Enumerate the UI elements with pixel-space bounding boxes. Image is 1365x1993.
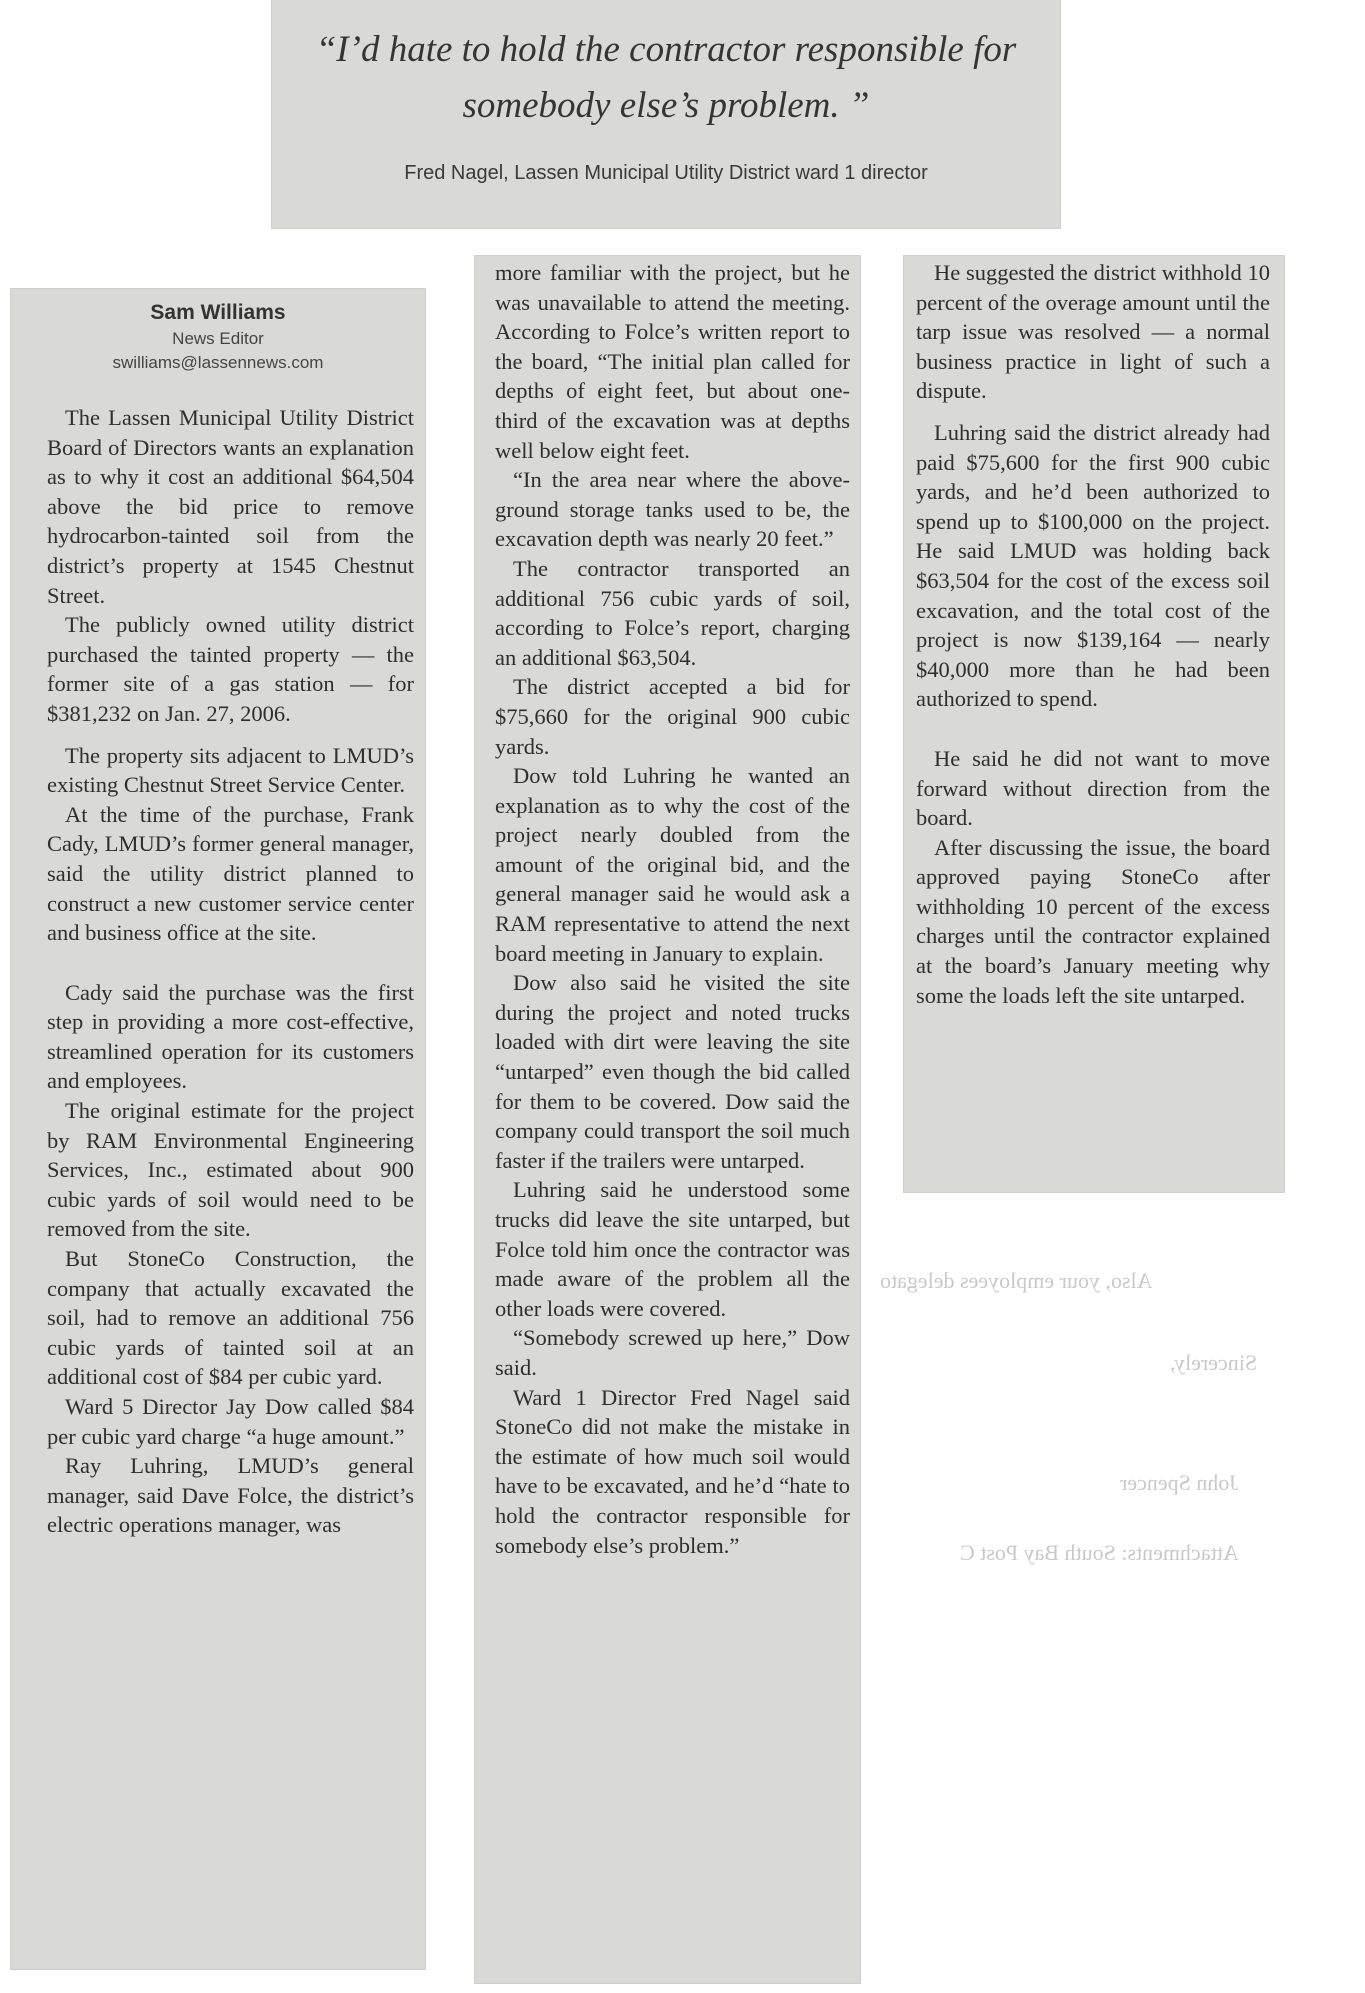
paragraph: Cady said the purchase was the first step in providing a more cost-effective, streamlined operation for its customers and employees.	[47, 979, 414, 1094]
paragraph: more familiar with the project, but he was unavailable to attend the meeting. According to Folce’s written report to the board, “The initial plan called for depths of eight feet, but about one-third of the excavation was at depths well below eight feet.	[495, 260, 850, 463]
article-column-1	[11, 289, 425, 1969]
paragraph: Dow told Luhring he wanted an explanation as to why the cost of the project nearly doubled from the amount of the original bid, and the general manager said he would ask a RAM representative to attend the next board meeting in January to explain.	[495, 763, 850, 966]
author-name: Sam Williams	[150, 301, 286, 324]
paragraph: The publicly owned utility district purchased the tainted property — the former site of a gas station — for $381,232 on Jan. 27, 2006.	[47, 612, 414, 726]
paragraph: Ray Luhring, LMUD’s general manager, said Dave Folce, the district’s electric operations manager, was	[47, 1453, 414, 1538]
article-column-3	[904, 256, 1284, 1192]
paragraph: Luhring said he understood some trucks did leave the site untarped, but Folce told him once the contractor was made aware of the problem all the other loads were covered.	[495, 1177, 850, 1321]
paragraph: The original estimate for the project by RAM Environmental Engineering Services, Inc., estimated about 900 cubic yards of soil would need to be removed from the site.	[47, 1098, 414, 1242]
paragraph: Dow also said he visited the site during the project and noted trucks loaded with dirt were leaving the site “untarped” even though the bid called for them to be covered. Dow said the company could transport the soil much faster if the trailers were untarped.	[495, 970, 850, 1173]
paragraph: He suggested the district withhold 10 percent of the overage amount until the tarp issue was resolved — a normal business practice in light of such a dispute.	[916, 260, 1270, 404]
paragraph: The district accepted a bid for $75,660 for the original 900 cubic yards.	[495, 674, 850, 759]
author-role: News Editor	[172, 329, 264, 348]
paragraph: Ward 1 Director Fred Nagel said StoneCo did not make the mistake in the estimate of how much soil would have to be excavated, and he’d “hate to hold the contractor responsible for somebody else’s problem.”	[495, 1384, 850, 1558]
pull-quote-clipping	[272, 0, 1060, 228]
paragraph: The contractor transported an additional 756 cubic yards of soil, according to Folce’s report, charging an additional $63,504.	[495, 555, 850, 670]
pull-quote-text: “I’d hate to hold the contractor responsible for somebody else’s problem. ”	[315, 29, 1017, 126]
bleed-text-2: Sincerely,	[1170, 1350, 1258, 1375]
author-email: swilliams@lassennews.com	[112, 353, 324, 372]
paragraph: After discussing the issue, the board approved paying StoneCo after withholding 10 percent of the excess charges until the contractor explained at the board’s January meeting why some the loads left the site untarped.	[916, 834, 1270, 1008]
pull-quote-attribution: Fred Nagel, Lassen Municipal Utility District ward 1 director	[404, 162, 928, 184]
bleed-text-1: Also, your employees delegato	[880, 1268, 1153, 1293]
paragraph: “Somebody screwed up here,” Dow said.	[495, 1325, 850, 1380]
paragraph: He said he did not want to move forward without direction from the board.	[916, 745, 1270, 831]
paragraph: Ward 5 Director Jay Dow called $84 per cubic yard charge “a huge amount.”	[47, 1394, 414, 1449]
byline	[11, 301, 425, 373]
bleed-text-4: Attachments: South Bay Post C	[960, 1540, 1239, 1565]
paragraph: At the time of the purchase, Frank Cady, LMUD’s former general manager, said the utility district planned to construct a new customer service center and business office at the site.	[47, 801, 414, 946]
paragraph: “In the area near where the above-ground storage tanks used to be, the excavation depth was nearly 20 feet.”	[495, 467, 850, 552]
paragraph: But StoneCo Construction, the company that actually excavated the soil, had to remove an additional 756 cubic yards of tainted soil at an additional cost of $84 per cubic yard.	[47, 1246, 414, 1390]
paragraph: The property sits adjacent to LMUD’s existing Chestnut Street Service Center.	[47, 742, 414, 798]
bleed-text-3: John Spencer	[1120, 1470, 1238, 1495]
article-column-2	[475, 256, 860, 1983]
paragraph: The Lassen Municipal Utility District Board of Directors wants an explanation as to why it cost an additional $64,504 above the bid price to remove hydrocarbon-tainted soil from the district’s property at 1545 Chestnut Street.	[47, 405, 414, 608]
paragraph: Luhring said the district already had paid $75,600 for the first 900 cubic yards, and he’d been authorized to spend up to $100,000 on the project. He said LMUD was holding back $63,504 for the cost of the excess soil excavation, and the total cost of the project is now $139,164 — nearly $40,000 more than he had been authorized to spend.	[916, 419, 1270, 712]
